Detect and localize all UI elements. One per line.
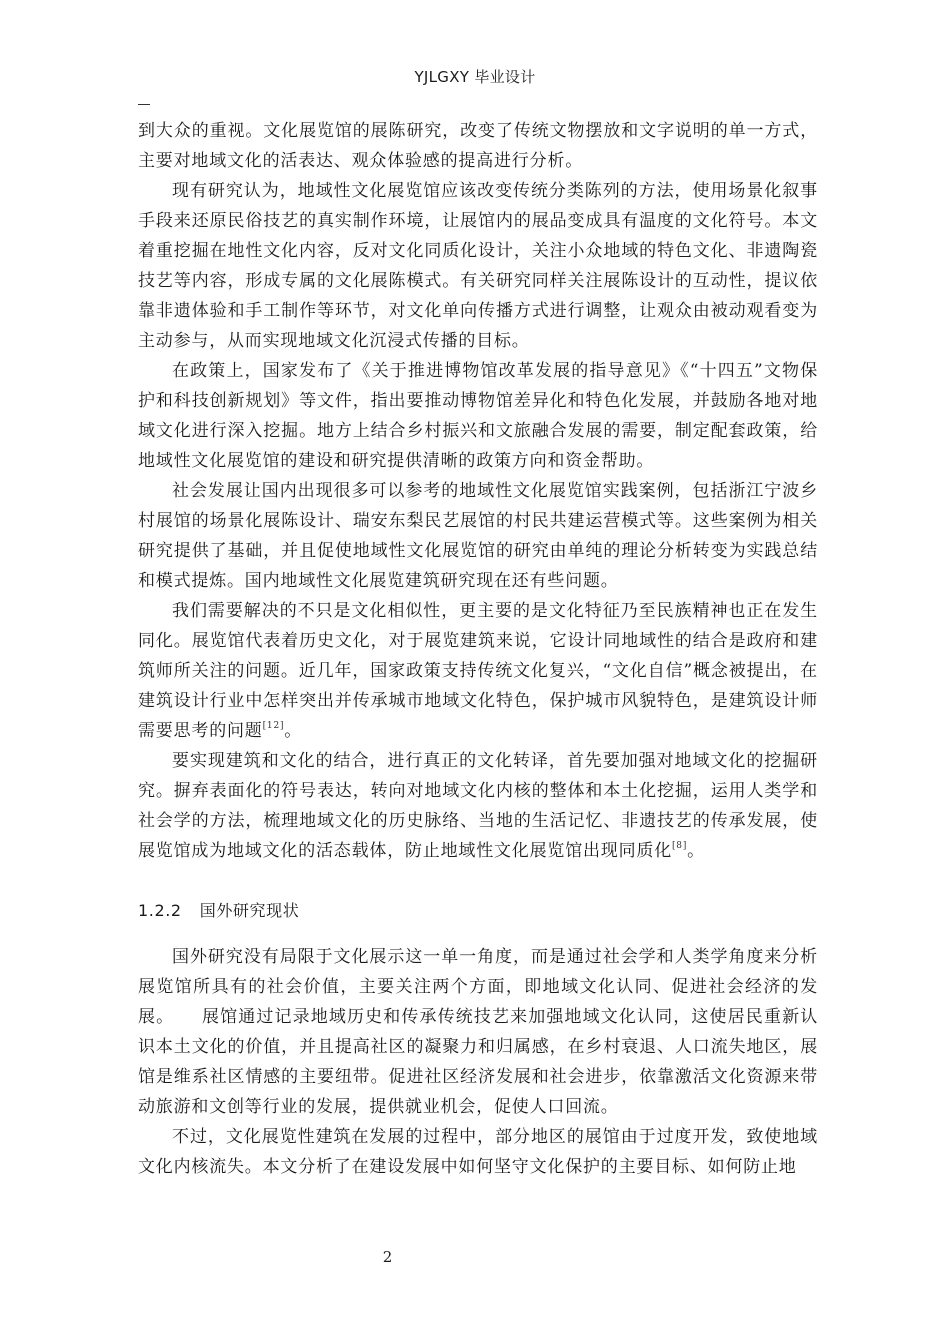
paragraph-5-end: 。 bbox=[284, 721, 303, 741]
section-number: 1.2.2 bbox=[138, 901, 182, 920]
header-rule bbox=[138, 104, 150, 105]
paragraph-7: 国外研究没有局限于文化展示这一单一角度，而是通过社会学和人类学角度来分析展览馆所具有的社会价值，主要关注两个方面，即地域文化认同、促进社会经济的发展。 展馆通过记录地域历史和传承传统技艺来加强地域文化认同，这使居民重新认识本土文化的价值，并且提高社区的凝聚力和归属感，在乡村衰退、人口流失地区，展馆是维系社区情感的主要纽带。促进社区经济发展和社会进步，依靠激活文化资源来带动旅游和文创等行业的发展，提供就业机会，促使人口回流。 bbox=[138, 947, 818, 1117]
paragraph-6 bbox=[138, 746, 818, 866]
citation-12: [12] bbox=[262, 721, 285, 732]
paragraph-5-text: 我们需要解决的不只是文化相似性，更主要的是文化特征乃至民族精神也正在发生同化。展览馆代表着历史文化，对于展览建筑来说，它设计同地域性的结合是政府和建筑师所关注的问题。近几年，国家政策支持传统文化复兴，“文化自信”概念被提出，在建筑设计行业中怎样突出并传承城市地域文化特色，保护城市风貌特色，是建筑设计师需要思考的问题 bbox=[138, 601, 818, 741]
paragraph-2: 现有研究认为，地域性文化展览馆应该改变传统分类陈列的方法，使用场景化叙事手段来还原民俗技艺的真实制作环境，让展馆内的展品变成具有温度的文化符号。本文着重挖掘在地性文化内容，反对文化同质化设计，关注小众地域的特色文化、非遗陶瓷技艺等内容，形成专属的文化展陈模式。有关研究同样关注展陈设计的互动性，提议依靠非遗体验和手工制作等环节，对文化单向传播方式进行调整，让观众由被动观看变为主动参与，从而实现地域文化沉浸式传播的目标。 bbox=[138, 181, 818, 351]
paragraph-8: 不过，文化展览性建筑在发展的过程中，部分地区的展馆由于过度开发，致使地域文化内核流失。本文分析了在建设发展中如何坚守文化保护的主要目标、如何防止地 bbox=[138, 1127, 818, 1177]
page-number: 2 bbox=[382, 1248, 393, 1266]
paragraph-4: 社会发展让国内出现很多可以参考的地域性文化展览馆实践案例，包括浙江宁波乡村展馆的场景化展陈设计、瑞安东梨民艺展馆的村民共建运营模式等。这些案例为相关研究提供了基础，并且促使地域性文化展览馆的研究由单纯的理论分析转变为实践总结和模式提炼。国内地域性文化展览建筑研究现在还有些问题。 bbox=[138, 481, 818, 591]
citation-8: [8] bbox=[672, 841, 688, 852]
paragraph-6-end: 。 bbox=[687, 841, 705, 861]
page-header-title: YJLGXY 毕业设计 bbox=[414, 68, 536, 86]
paragraph-6-text: 要实现建筑和文化的结合，进行真正的文化转译，首先要加强对地域文化的挖掘研究。摒弃表面化的符号表达，转向对地域文化内核的整体和本土化挖掘，运用人类学和社会学的方法，梳理地域文化的历史脉络、当地的生活记忆、非遗技艺的传承发展，使展览馆成为地域文化的活态载体，防止地域性文化展览馆出现同质化 bbox=[138, 751, 818, 861]
paragraph-1: 到大众的重视。文化展览馆的展陈研究，改变了传统文物摆放和文字说明的单一方式，主要对地域文化的活表达、观众体验感的提高进行分析。 bbox=[138, 121, 818, 171]
body-text bbox=[138, 116, 818, 1182]
paragraph-3: 在政策上，国家发布了《关于推进博物馆改革发展的指导意见》《“十四五”文物保护和科技创新规划》等文件，指出要推动博物馆差异化和特色化发展，并鼓励各地对地域文化进行深入挖掘。地方上结合乡村振兴和文旅融合发展的需要，制定配套政策，给地域性文化展览馆的建设和研究提供清晰的政策方向和资金帮助。 bbox=[138, 361, 818, 471]
section-title: 国外研究现状 bbox=[199, 901, 300, 920]
paragraph-5 bbox=[138, 596, 818, 746]
section-heading bbox=[138, 896, 818, 926]
